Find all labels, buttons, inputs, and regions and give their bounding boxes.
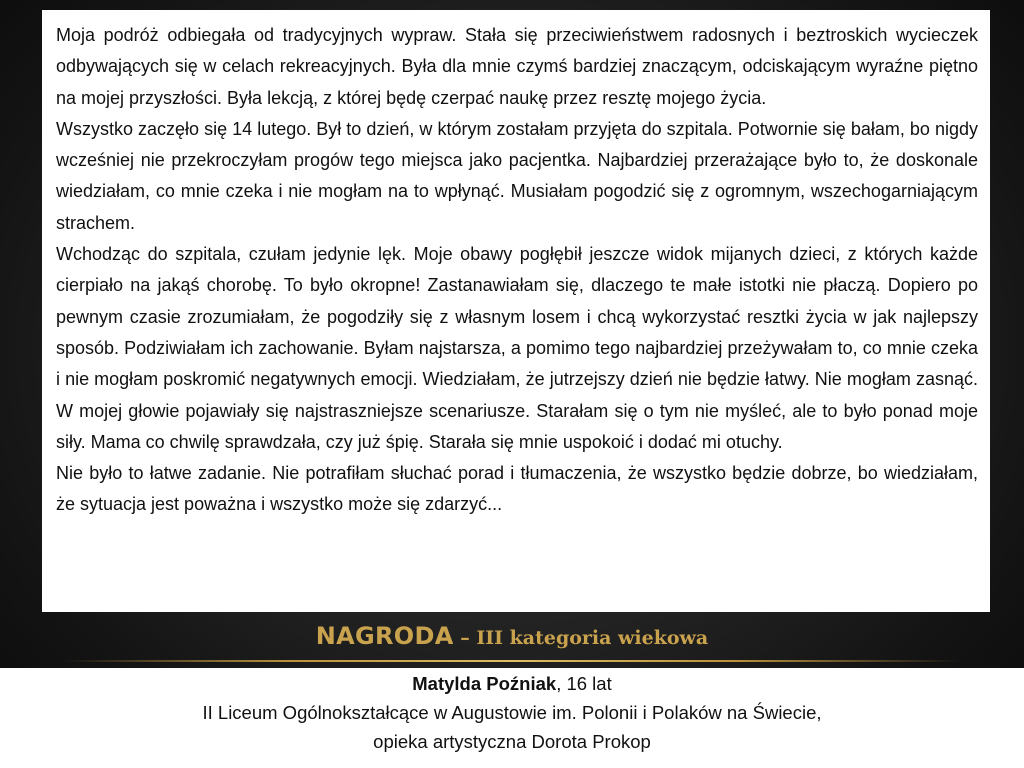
award-category: III kategoria wiekowa [476, 627, 709, 649]
award-title [0, 619, 1024, 655]
author-credits [0, 668, 1024, 768]
author-age: , 16 lat [556, 673, 612, 694]
title-divider [62, 660, 962, 662]
story-paragraph-2: Wszystko zaczęło się 14 lutego. Był to dzień, w którym zostałam przyjęta do szpitala. Potwornie się bałam, bo nigdy wcześniej nie przekroczyłam progów tego miejsca jako pacjentka. Najbardziej przerażające było to, że doskonale wiedziałam, co mnie czeka i nie mogłam na to wpłynąć. Musiałam pogodzić się z ogromnym, wszechogarniającym strachem. [56, 118, 978, 233]
author-supervisor: opieka artystyczna Dorota Prokop [373, 731, 651, 752]
story-paragraph-3: Wchodząc do szpitala, czułam jedynie lęk. Moje obawy pogłębił jeszcze widok mijanych dzieci, z których każde cierpiało na jakąś chorobę. To było okropne! Zastanawiałam się, dlaczego te małe istotki nie płaczą. Dopiero po pewnym czasie zrozumiałam, że pogodziły się z własnym losem i chcą wykorzystać resztki życia w jak najlepszy sposób. Podziwiałam ich zachowanie. Byłam najstarsza, a pomimo tego najbardziej przeżywałam to, co mnie czeka i nie mogłam poskromić negatywnych emocji. Wiedziałam, że jutrzejszy dzień nie będzie łatwy. Nie mogłam zasnąć. W mojej głowie pojawiały się najstraszniejsze scenariusze. Starałam się o tym nie myśleć, ale to było ponad moje siły. Mama co chwilę sprawdzała, czy już śpię. Starała się mnie uspokoić i dodać mi otuchy. [56, 244, 978, 452]
story-paragraph-1: Moja podróż odbiegała od tradycyjnych wypraw. Stała się przeciwieństwem radosnych i beztroskich wycieczek odbywających się w celach rekreacyjnych. Była dla mnie czymś bardziej znaczącym, odciskającym wyraźne piętno na mojej przyszłości. Była lekcją, z której będę czerpać naukę przez resztę mojego życia. [56, 25, 978, 108]
author-school: II Liceum Ogólnokształcące w Augustowie im. Polonii i Polaków na Świecie, [202, 702, 822, 723]
award-title-main: NAGRODA [315, 622, 454, 650]
story-paragraph-4: Nie było to łatwe zadanie. Nie potrafiłam słuchać porad i tłumaczenia, że wszystko będzie dobrze, bo wiedziałam, że sytuacja jest poważna i wszystko może się zdarzyć... [56, 463, 978, 515]
author-name: Matylda Poźniak [412, 673, 557, 694]
author-line [0, 669, 1024, 698]
award-title-separator: – [453, 627, 477, 649]
story-text-panel [42, 10, 990, 612]
